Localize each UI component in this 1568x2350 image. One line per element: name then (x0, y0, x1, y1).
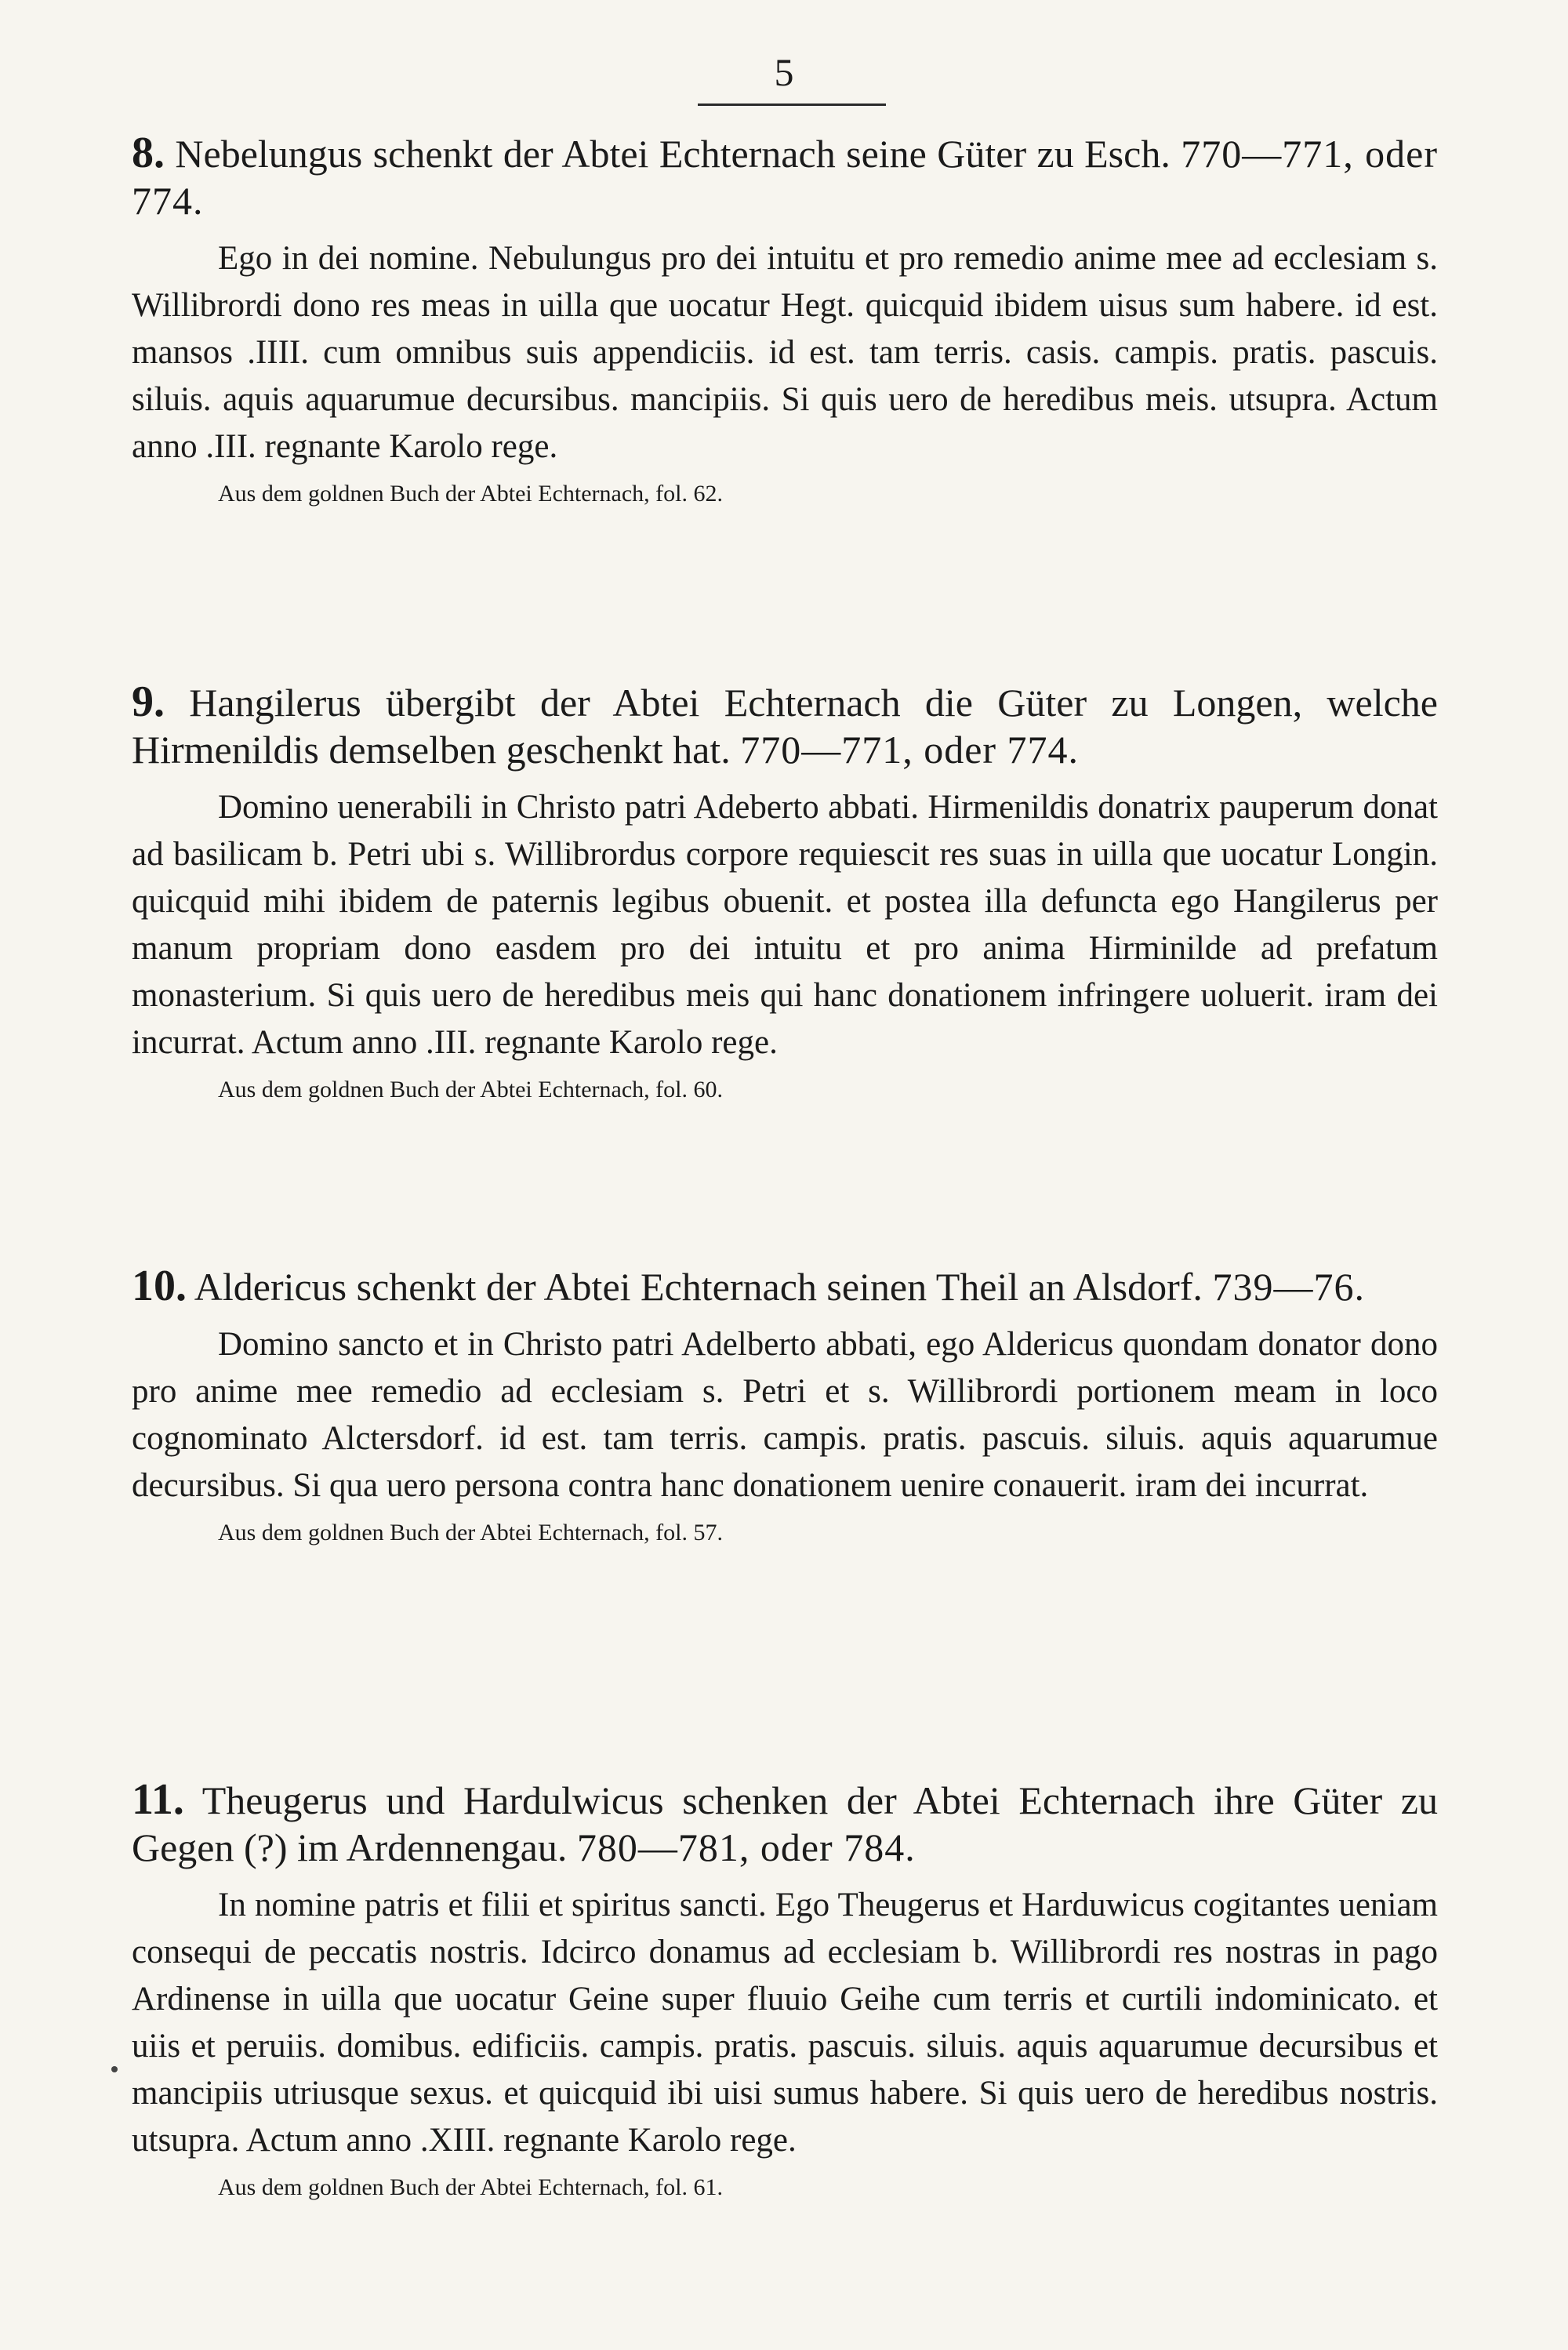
entry-number: 9. (132, 677, 165, 726)
charter-entry-8 (132, 129, 1438, 511)
entry-title: Aldericus schenkt der Abtei Echternach seinen Theil an Alsdorf. (194, 1265, 1203, 1309)
entry-source: Aus dem goldnen Buch der Abtei Echternach, fol. 57. (218, 1520, 724, 1545)
entry-heading (132, 129, 1438, 224)
entry-date: 770—771, oder 774. (132, 132, 1439, 223)
page-number-rule (698, 104, 886, 106)
entry-body: Ego in dei nomine. Nebulungus pro dei intuitu et pro remedio anime mee ad ecclesiam s. Willibrordi dono res meas in uilla que uocatur Hegt. quicquid ibidem uisus sum habere. id est. mansos .IIII. cum omnibus suis appendiciis. id est. tam terris. casis. campis. pratis. pascuis. siluis. aquis aquarumue decursibus. mancipiis. Si quis uero de heredibus meis. utsupra. Actum anno .III. regnante Karolo rege. (132, 240, 1438, 465)
entry-source: Aus dem goldnen Buch der Abtei Echternach, fol. 60. (218, 1077, 724, 1102)
entry-title: Hangilerus übergibt der Abtei Echternach die Güter zu Longen, welche Hirmenildis demselben geschenkt hat. (132, 681, 1439, 772)
entry-title: Nebelungus schenkt der Abtei Echternach seine Güter zu Esch. (175, 132, 1171, 176)
entry-date: 770—771, oder 774. (740, 728, 1080, 772)
charter-entry-11 (132, 1776, 1438, 2205)
margin-dot (111, 2066, 118, 2072)
entry-date: 780—781, oder 784. (576, 1825, 916, 1869)
entry-number: 11. (132, 1775, 184, 1824)
entry-heading (132, 1776, 1438, 1871)
entry-source: Aus dem goldnen Buch der Abtei Echternach, fol. 61. (218, 2174, 724, 2200)
entry-date: 739—76. (1212, 1265, 1365, 1309)
page-number: 5 (774, 50, 794, 94)
entry-heading (132, 1262, 1438, 1310)
charter-entry-9 (132, 678, 1438, 1107)
entry-number: 10. (132, 1262, 187, 1310)
entry-title: Theugerus und Hardulwicus schenken der Abtei Echternach ihre Güter zu Gegen (?) im Ardennengau. (132, 1778, 1438, 1869)
entry-source: Aus dem goldnen Buch der Abtei Echternach, fol. 62. (218, 481, 724, 507)
entry-body: Domino sancto et in Christo patri Adelberto abbati, ego Aldericus quondam donator dono pro anime mee remedio ad ecclesiam s. Petri et s. Willibrordi portionem meam in loco cognominato Alctersdorf. id est. tam terris. campis. pratis. pascuis. siluis. aquis aquarumue decursibus. Si qua uero persona contra hanc donationem uenire conauerit. iram dei incurrat. (132, 1326, 1438, 1504)
entry-number: 8. (132, 129, 165, 177)
charter-entry-10 (132, 1262, 1438, 1550)
entry-body: In nomine patris et filii et spiritus sancti. Ego Theugerus et Harduwicus cogitantes ueniam consequi de peccatis nostris. Idcirco donamus ad ecclesiam b. Willibrordi res nostras in pago Ardinense in uilla que uocatur Geine super fluuio Geihe cum terris et curtili indominicato. et uiis et peruiis. domibus. edificiis. campis. pratis. pascuis. siluis. aquis aquarumue decursibus et mancipiis utriusque sexus. et quicquid ibi uisi sumus habere. Si quis uero de heredibus nostris. utsupra. Actum anno .XIII. regnante Karolo rege. (132, 1887, 1438, 2159)
entry-body: Domino uenerabili in Christo patri Adeberto abbati. Hirmenildis donatrix pauperum donat ad basilicam b. Petri ubi s. Willibrordus corpore requiescit res suas in uilla que uocatur Longin. quicquid mihi ibidem de paternis legibus obuenit. et postea illa defuncta ego Hangilerus per manum propriam dono easdem pro dei intuitu et pro anima Hirminilde ad prefatum monasterium. Si quis uero de heredibus meis qui hanc donationem infringere uoluerit. iram dei incurrat. Actum anno .III. regnante Karolo rege. (132, 789, 1438, 1061)
entry-heading (132, 678, 1438, 773)
